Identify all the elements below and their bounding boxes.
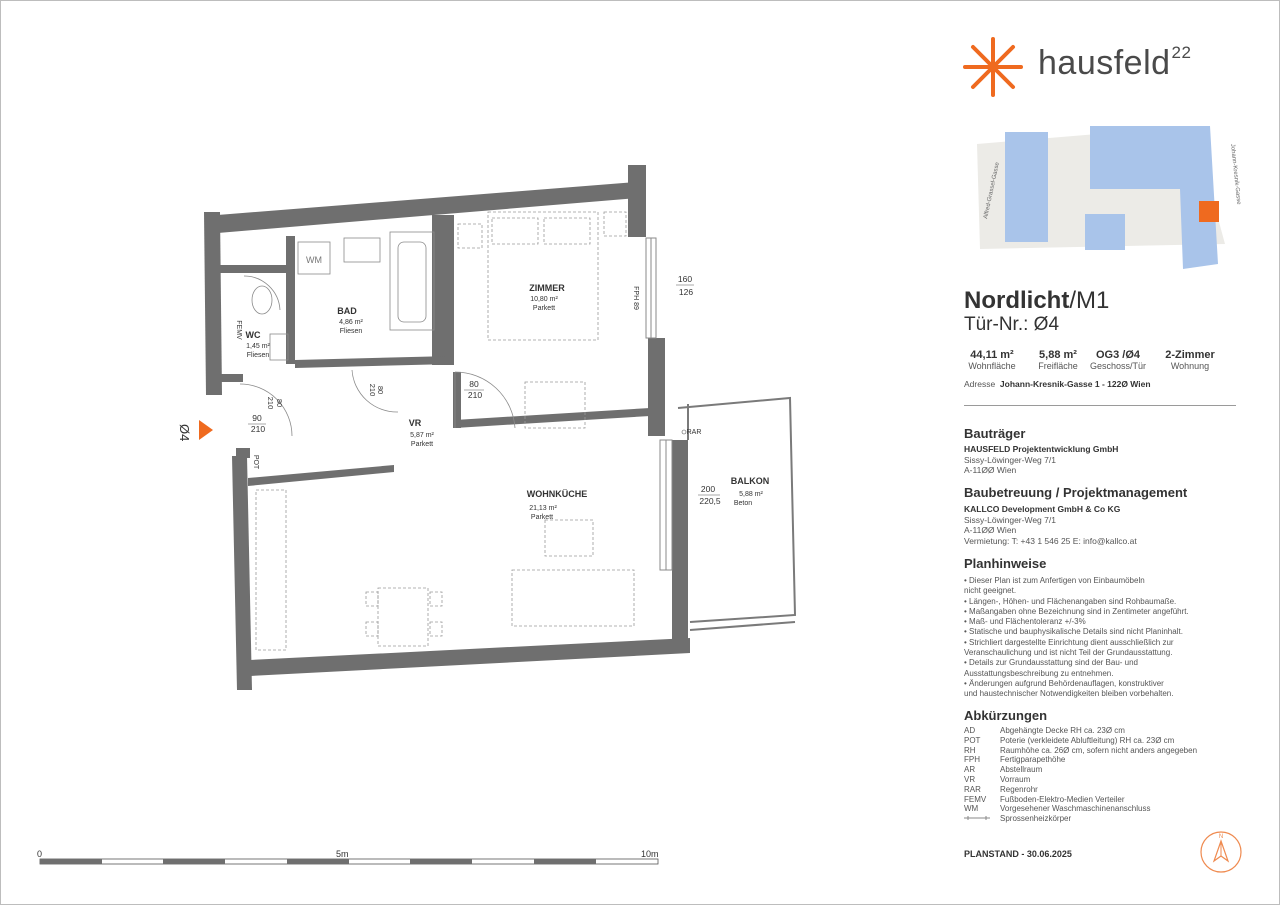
room-area-bad: 4,86 m²: [339, 319, 363, 326]
stat-geschoss: OG3 /Ø4 Geschoss/Tür: [1089, 349, 1147, 371]
management-info: KALLCO Development GmbH & Co KG Sissy-Löwinger-Weg 7/1 A-11ØØ Wien Vermietung: T: +43 1 546 25 E: info@kallco.at: [964, 504, 1137, 546]
dim-bad-door-width: 80: [376, 385, 385, 395]
room-floor-bad: Fliesen: [339, 328, 363, 335]
site-building-west: [1005, 132, 1048, 242]
room-area-balkon: 5,88 m²: [739, 491, 763, 498]
room-floor-balkon: Beton: [733, 500, 753, 507]
label-pot: POT: [252, 454, 259, 470]
room-area-vr: 5,87 m²: [410, 432, 434, 439]
developer-info: HAUSFELD Projektentwicklung GmbH Sissy-Löwinger-Weg 7/1 A-11ØØ Wien: [964, 444, 1119, 475]
room-floor-vr: Parkett: [410, 441, 434, 448]
dim-entry-height: 210: [250, 424, 266, 434]
room-floor-wc: Fliesen: [246, 352, 270, 359]
dim-bad-door-height: 210: [368, 383, 377, 397]
walls: [204, 165, 693, 690]
room-floor-wohnkueche: Parkett: [530, 514, 554, 521]
street-label-right: Johann-Kresnik-Gasse: [1229, 143, 1242, 205]
room-area-wc: 1,45 m²: [246, 343, 270, 350]
scale-bar: [40, 859, 658, 864]
door-swings: [240, 276, 515, 436]
entrance-arrow-icon: [199, 420, 213, 440]
management-heading: Baubetreuung / Projektmanagement: [964, 485, 1188, 500]
room-floor-zimmer: Parkett: [532, 305, 556, 312]
dim-balkon-door-height: 220,5: [699, 496, 721, 506]
stat-zimmer: 2-Zimmer Wohnung: [1165, 349, 1215, 371]
radiator-icon: [964, 814, 1000, 824]
stat-freiflaeche: 5,88 m² Freifläche: [1038, 349, 1078, 371]
notes-heading: Planhinweise: [964, 556, 1047, 571]
entrance-marker: [177, 420, 213, 441]
dim-zimmer-window-height: 126: [678, 287, 694, 297]
dim-vr-door-width: 80: [469, 379, 479, 389]
brand-name: hausfeld$^{22}$: [1038, 42, 1192, 82]
label-rar: RAR: [686, 429, 702, 436]
label-wm: WM: [306, 255, 322, 265]
label-femv: FEMV: [235, 320, 242, 340]
scale-label-zero: 0: [37, 849, 43, 859]
divider: [964, 405, 1236, 406]
address: Adresse Johann-Kresnik-Gasse 1 - 122Ø Wien: [964, 379, 1151, 389]
scale-label-five: 5m: [336, 849, 349, 859]
developer-heading: Bauträger: [964, 426, 1026, 441]
plan-date: PLANSTAND - 30.06.2025: [964, 849, 1072, 859]
compass-label: N: [1218, 834, 1224, 840]
brand-logo-icon: [962, 36, 1024, 98]
dim-vr-door-height: 210: [467, 390, 483, 400]
room-area-zimmer: 10,80 m²: [530, 296, 558, 303]
room-name-vr: VR: [408, 418, 422, 428]
site-building-south: [1085, 214, 1125, 250]
dim-wc-door-height: 210: [266, 396, 275, 410]
apartment-title: Nordlicht/M1: [964, 287, 1110, 314]
dim-balkon-door-width: 200: [700, 484, 716, 494]
door-number: Tür-Nr.: Ø4: [964, 314, 1060, 335]
notes-list: • Dieser Plan ist zum Anfertigen von Einbaumöbeln nicht geeignet. • Längen-, Höhen- und Flächenangaben sind Rohbaumaße. • Maßangaben ohne Bezeichnung sind in Zentimeter angeführt. • Maß- und Flächentoleranz +/-3% • Statische und bauphysikalische Details sind nicht Planinhalt. • Strichliert dargestellte Einrichtung dient ausschließlich zur Veranschaulichung und ist nicht Teil der Grundausstattung. • Details zur Grundausstattung sind der Bau- und Ausstattungsbeschreibung zu entnehmen. • Änderungen aufgrund Behördenauflagen, konstruktiver und haustechnischer Notwendigkeiten bleiben vorbehalten.: [964, 576, 1189, 699]
site-unit-highlight: [1199, 201, 1219, 222]
abbreviations-list: AD Abgehängte Decke RH ca. 23Ø cm POT Poterie (verkleidete Abluftleitung) RH ca. 23Ø cm RH Raumhöhe ca. 26Ø cm, sofern nicht anders angegeben FPH Fertigparapethöhe AR Abstellraum VR Vorraum RAR Regenrohr FEMV Fußboden-Elektro-Medien Verteiler WM Vorgesehener Waschmaschinenanschluss Sprossenheizkörper: [964, 726, 1198, 824]
room-name-zimmer: ZIMMER: [529, 283, 565, 293]
rar-icon: [682, 430, 686, 434]
scale-label-ten: 10m: [641, 849, 659, 859]
entrance-label: Ø4: [177, 424, 192, 442]
room-name-wc: WC: [245, 330, 261, 340]
dim-fph: FPH 89: [632, 286, 639, 310]
room-area-wohnkueche: 21,13 m²: [529, 505, 557, 512]
room-name-bad: BAD: [337, 306, 357, 316]
dim-entry-width: 90: [252, 413, 262, 423]
street-label-left: Alfred-Grassel-Gasse: [983, 161, 1001, 220]
compass-icon: [1198, 829, 1244, 875]
dim-zimmer-window-width: 160: [677, 274, 693, 284]
room-name-wohnkueche: WOHNKÜCHE: [526, 489, 588, 499]
abbreviations-heading: Abkürzungen: [964, 708, 1048, 723]
site-map: [955, 124, 1240, 274]
stat-wohnflaeche: 44,11 m² Wohnfläche: [968, 349, 1016, 371]
room-name-balkon: BALKON: [730, 476, 770, 486]
dim-wc-door-width: 80: [275, 398, 284, 408]
